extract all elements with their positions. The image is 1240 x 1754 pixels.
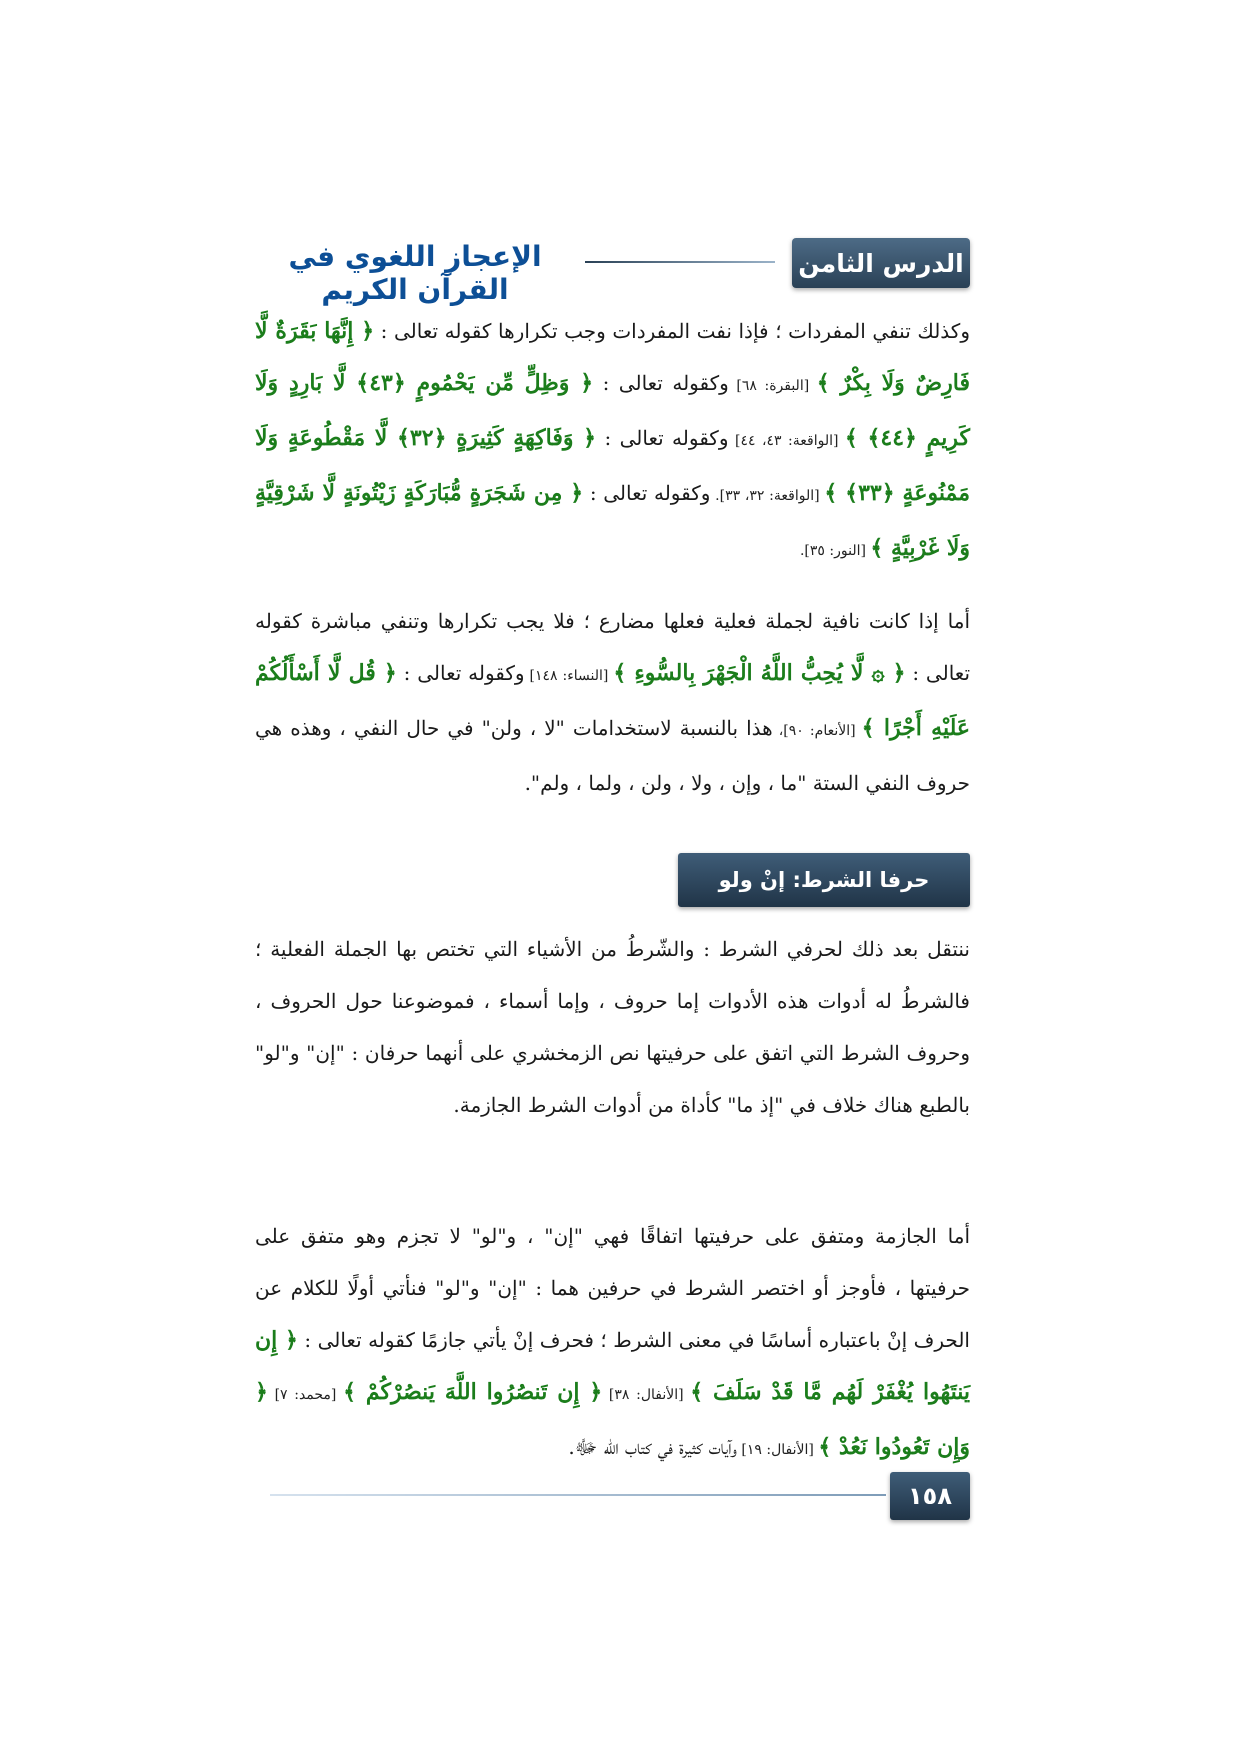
verse-reference: [الأنعام: ٩٠]، bbox=[772, 723, 862, 739]
body-text: أما الجازمة ومتفق على حرفيتها اتفاقًا فهي "إن" ، و"لو" لا تجزم وهو متفق على حرفيتها ، فأوجز أو اختصر الشرط في حرفين هما : "إن" و"لو" فنأتي أولًا للكلام عن الحرف إنْ باعتباره أساسًا في معنى الشرط ؛ فحرف إنْ يأتي جازمًا كقوله تعالى : bbox=[255, 1224, 970, 1352]
footer-divider bbox=[270, 1494, 886, 1496]
verse-reference: [النساء: ١٤٨] bbox=[524, 668, 614, 684]
body-text: وكقوله تعالى : bbox=[583, 481, 711, 505]
paragraph-2 bbox=[255, 595, 970, 809]
verse-reference: [محمد: ٧] bbox=[267, 1387, 344, 1403]
header-divider bbox=[585, 261, 775, 263]
quran-verse: ﴿ إِن يَنتَهُوا يُغْفَرْ لَهُم مَّا قَدْ سَلَفَ ﴾ bbox=[255, 1327, 970, 1405]
quran-verse: ﴿ وَفَاكِهَةٍ كَثِيرَةٍ ﴿٣٢﴾ لَّا مَقْطُوعَةٍ وَلَا مَمْنُوعَةٍ ﴿٣٣﴾ ﴾ bbox=[255, 425, 970, 506]
page-header bbox=[255, 232, 970, 306]
verse-reference: [البقرة: ٦٨] bbox=[728, 378, 817, 394]
verse-reference: [الواقعة: ٣٢، ٣٣]. bbox=[710, 488, 825, 504]
quran-verse: ﴿ إِن تَنصُرُوا اللَّهَ يَنصُرْكُمْ ﴾ bbox=[343, 1379, 603, 1405]
verse-reference: [النور: ٣٥]. bbox=[799, 543, 871, 559]
page-content bbox=[255, 305, 971, 1460]
body-text: أما إذا كانت نافية لجملة فعلية فعلها مضارع ؛ فلا يجب تكرارها وتنفي مباشرة كقوله تعالى : bbox=[255, 609, 971, 685]
quran-verse: ﴿ قُل لَّا أَسْأَلُكُمْ عَلَيْهِ أَجْرًا ﴾ bbox=[255, 660, 970, 741]
page-footer bbox=[270, 1472, 970, 1522]
body-text: وكذلك تنفي المفردات ؛ فإذا نفت المفردات وجب تكرارها كقوله تعالى : bbox=[374, 319, 970, 343]
body-text: وكقوله تعالى : bbox=[593, 371, 729, 395]
page-number: ١٥٨ bbox=[890, 1472, 970, 1520]
book-title: الإعجاز اللغوي في القرآن الكريم bbox=[288, 240, 542, 306]
verse-reference: [الأنفال: ١٩] bbox=[736, 1442, 819, 1458]
verse-reference: [الأنفال: ٣٨] bbox=[602, 1387, 691, 1403]
paragraph-1 bbox=[255, 305, 970, 565]
section-heading: حرفا الشرط: إنْ ولو bbox=[678, 853, 970, 907]
body-text: وآيات كثيرة في كتاب الله ﷻ. bbox=[568, 1435, 737, 1459]
verse-reference: [الواقعة: ٤٣، ٤٤] bbox=[728, 433, 845, 449]
paragraph-4 bbox=[255, 1210, 970, 1476]
quran-verse: ﴿ وَإِن تَعُودُوا نَعُدْ ﴾ bbox=[255, 1379, 970, 1460]
body-text: وكقوله تعالى : bbox=[596, 426, 729, 450]
lesson-badge: الدرس الثامن bbox=[792, 238, 970, 288]
body-text: وكقوله تعالى : bbox=[396, 661, 525, 685]
quran-verse: ﴿ ۞ لَّا يُحِبُّ اللَّهُ الْجَهْرَ بِالسُّوءِ ﴾ bbox=[613, 660, 906, 686]
quran-verse: ﴿ مِن شَجَرَةٍ مُّبَارَكَةٍ زَيْتُونَةٍ لَّا شَرْقِيَّةٍ وَلَا غَرْبِيَّةٍ ﴾ bbox=[255, 480, 970, 561]
body-text: ننتقل بعد ذلك لحرفي الشرط : والشّرطُ من الأشياء التي تختص بها الجملة الفعلية ؛ فالشرطُ له أدوات هذه الأدوات إما حروف ، وإما أسماء ، فموضوعنا حول الحروف ، وحروف الشرط التي اتفق على حرفيتها نص الزمخشري على أنهما حرفان : "إن" و"لو" بالطبع هناك خلاف في "إذ ما" كأداة من أدوات الشرط الجازمة. bbox=[255, 937, 970, 1117]
body-text: هذا بالنسبة لاستخدامات "لا ، ولن" في حال النفي ، وهذه هي حروف النفي الستة "ما ، وإن ، ولا ، ولن ، ولما ، ولم". bbox=[255, 716, 970, 795]
paragraph-3 bbox=[255, 923, 970, 1131]
quran-verse: ﴿ وَظِلٍّ مِّن يَحْمُومٍ ﴿٤٣﴾ لَّا بَارِدٍ وَلَا كَرِيمٍ ﴿٤٤﴾ ﴾ bbox=[255, 370, 970, 451]
quran-verse: ﴿ إِنَّهَا بَقَرَةٌ لَّا فَارِضٌ وَلَا بِكْرٌ ﴾ bbox=[255, 318, 971, 396]
